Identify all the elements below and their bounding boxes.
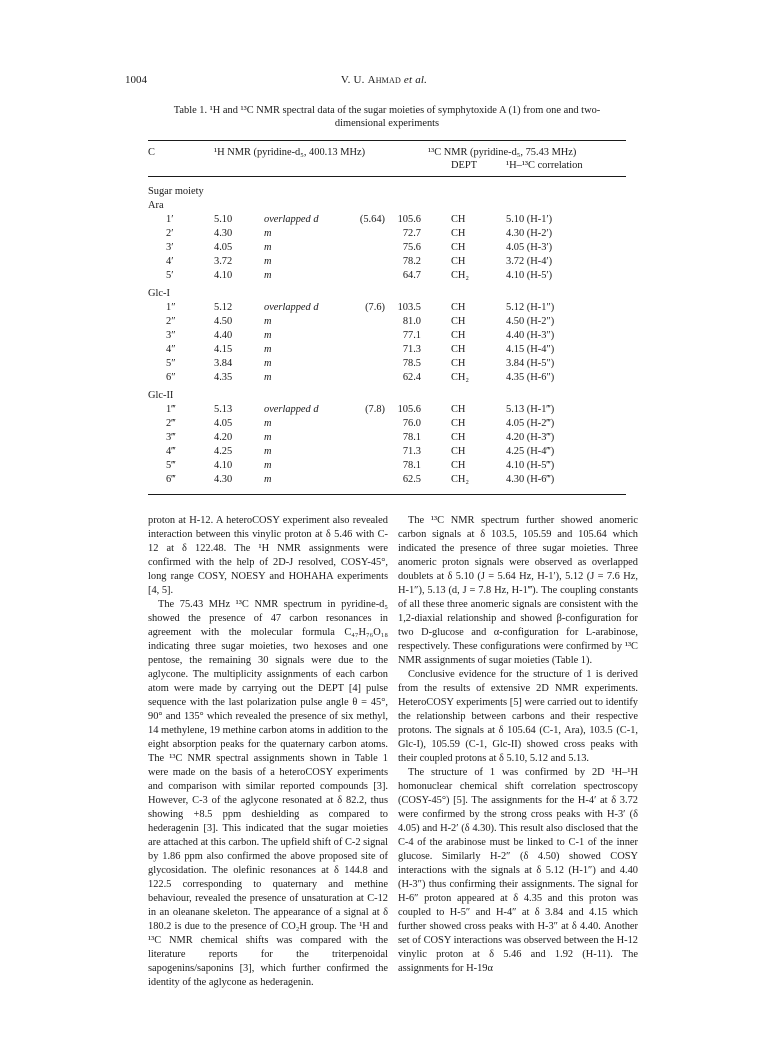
table-row xyxy=(148,316,626,330)
multiplicity-cell: m xyxy=(264,270,272,281)
table-caption-line2: dimensional experiments xyxy=(334,118,440,129)
c-shift-cell: 103.5 xyxy=(397,302,421,313)
h-shift-cell: 3.84 xyxy=(214,358,233,369)
group-label: Glc-II xyxy=(148,390,174,401)
table-row xyxy=(148,358,626,372)
c-shift-cell: 77.1 xyxy=(402,330,421,341)
dept-cell: CH xyxy=(451,432,466,443)
c-shift-cell: 76.0 xyxy=(402,418,421,429)
carbon-cell: 2′ xyxy=(166,228,174,239)
dept-cell: CH₂ xyxy=(451,270,470,281)
group-label-row xyxy=(148,288,626,302)
correlation-cell: 4.30 (H-6‴) xyxy=(506,474,555,485)
table-row xyxy=(148,256,626,270)
c-shift-cell: 78.1 xyxy=(402,460,421,471)
correlation-cell: 4.20 (H-3‴) xyxy=(506,432,555,443)
correlation-cell: 3.72 (H-4′) xyxy=(506,256,553,267)
h-shift-cell: 4.35 xyxy=(214,372,233,383)
table-caption-line1: Table 1. ¹H and ¹³C NMR spectral data of the sugar moieties of symphytoxide A (1) from one and two- xyxy=(173,105,601,116)
h-shift-cell: 5.12 xyxy=(214,302,233,313)
h-shift-cell: 4.10 xyxy=(214,460,233,471)
carbon-cell: 5″ xyxy=(166,358,176,369)
multiplicity-cell: m xyxy=(264,372,272,383)
table-bottom-rule xyxy=(148,494,626,495)
carbon-cell: 2‴ xyxy=(166,418,176,429)
correlation-cell: 3.84 (H-5″) xyxy=(506,358,555,369)
body-column-left xyxy=(148,514,388,990)
h-shift-cell: 4.20 xyxy=(214,432,233,443)
c-shift-cell: 71.3 xyxy=(402,344,421,355)
dept-cell: CH xyxy=(451,256,466,267)
carbon-cell: 5′ xyxy=(166,270,174,281)
table-row xyxy=(148,344,626,358)
c-shift-cell: 78.5 xyxy=(402,358,421,369)
table-row xyxy=(148,404,626,418)
section-label: Sugar moiety xyxy=(148,186,204,197)
c-shift-cell: 62.4 xyxy=(402,372,421,383)
dept-cell: CH xyxy=(451,358,466,369)
table-row xyxy=(148,432,626,446)
carbon-cell: 1″ xyxy=(166,302,176,313)
correlation-cell: 4.30 (H-2′) xyxy=(506,228,553,239)
correlation-cell: 4.05 (H-3′) xyxy=(506,242,553,253)
body-paragraph: Conclusive evidence for the structure of 1 is derived from the results of extensive 2D NMR experiments. HeteroCOSY experiments [5] were carried out to identify the relationship between carbons and their respective protons. The signals at δ 105.64 (C-1, Ara), 103.5 (C-1, Glc-I), 105.59 (C-1, Glc-II) showed cross peaks with their coupled protons at δ 5.10, 5.12 and 5.13. xyxy=(398,669,638,764)
dept-cell: CH xyxy=(451,418,466,429)
correlation-cell: 4.40 (H-3″) xyxy=(506,330,555,341)
carbon-cell: 3′ xyxy=(166,242,174,253)
dept-cell: CH xyxy=(451,214,466,225)
multiplicity-cell: m xyxy=(264,358,272,369)
running-head xyxy=(0,74,768,86)
h-shift-cell: 3.72 xyxy=(214,256,233,267)
carbon-cell: 6″ xyxy=(166,372,176,383)
h-shift-cell: 4.40 xyxy=(214,330,233,341)
c-shift-cell: 71.3 xyxy=(402,446,421,457)
multiplicity-cell: overlapped d xyxy=(264,404,319,415)
group-label-row xyxy=(148,200,626,214)
multiplicity-cell: m xyxy=(264,256,272,267)
dept-cell: CH xyxy=(451,302,466,313)
carbon-cell: 1‴ xyxy=(166,404,176,415)
c-shift-cell: 105.6 xyxy=(397,214,421,225)
table-header-rule xyxy=(148,176,626,177)
page-number: 1004 xyxy=(125,74,147,86)
c-shift-cell: 78.1 xyxy=(402,432,421,443)
h-shift-cell: 4.05 xyxy=(214,242,233,253)
h-shift-cell: 4.25 xyxy=(214,446,233,457)
multiplicity-cell: m xyxy=(264,446,272,457)
multiplicity-cell: m xyxy=(264,474,272,485)
h-shift-cell: 4.50 xyxy=(214,316,233,327)
group-label-row xyxy=(148,390,626,404)
carbon-cell: 2″ xyxy=(166,316,176,327)
multiplicity-cell: m xyxy=(264,242,272,253)
section-label-row xyxy=(148,186,626,200)
body-paragraph: The ¹³C NMR spectrum further showed anomeric carbon signals at δ 103.5, 105.59 and 105.64 which indicated the presence of three sugar moieties. Three anomeric proton signals were observed as overlapped doublets at δ 5.10 (J = 5.64 Hz, H-1′), 5.12 (J = 7.6 Hz, H-1″), 5.13 (d, J = 7.8 Hz, H-1‴). The coupling constants of all these three anomeric signals are consistent with the 1,2-diaxial relationship and showed β-configuration for two D-glucose and α-configuration for L-arabinose, respectively. These configurations were confirmed by ¹³C NMR assignments of sugar moieties (Table 1). xyxy=(398,515,638,666)
correlation-cell: 4.05 (H-2‴) xyxy=(506,418,555,429)
correlation-cell: 4.25 (H-4‴) xyxy=(506,446,555,457)
table-row xyxy=(148,214,626,228)
header-c-nmr: ¹³C NMR (pyridine-d₅, 75.43 MHz) xyxy=(428,147,577,158)
running-head-suffix: et al. xyxy=(400,74,428,86)
table-row xyxy=(148,330,626,344)
h-shift-cell: 4.10 xyxy=(214,270,233,281)
multiplicity-cell: overlapped d xyxy=(264,214,319,225)
dept-cell: CH xyxy=(451,460,466,471)
table-row xyxy=(148,460,626,474)
dept-cell: CH xyxy=(451,344,466,355)
dept-cell: CH₂ xyxy=(451,474,470,485)
c-shift-cell: 72.7 xyxy=(402,228,421,239)
correlation-cell: 5.10 (H-1′) xyxy=(506,214,553,225)
carbon-cell: 1′ xyxy=(166,214,174,225)
dept-cell: CH xyxy=(451,228,466,239)
table-caption xyxy=(148,104,626,130)
carbon-cell: 4′ xyxy=(166,256,174,267)
h-shift-cell: 4.15 xyxy=(214,344,233,355)
dept-cell: CH xyxy=(451,330,466,341)
body-paragraph: The 75.43 MHz ¹³C NMR spectrum in pyridine-d₅ showed the presence of 47 carbon resonances in agreement with the molecular formula C₄₇H₇₆O₁₈ indicating three sugar moieties, two hexoses and one pentose, the remaining 30 signals were due to the aglycone. The multiplicity assignments of each carbon atom were made by carrying out the DEPT [4] pulse sequence with the last polarization pulse angle θ = 45°, 90° and 135° which revealed the presence of six methyl, 14 methylene, 19 methine carbon atoms in addition to the eight absorption peaks for the quaternary carbon atoms. The ¹³C NMR spectral assignments shown in Table 1 were made on the basis of a heteroCOSY experiments and comparison with similar reported compounds [3]. However, C-3 of the aglycone resonated at δ 82.2, thus showing +8.5 ppm deshielding as compared to hederagenin [3]. This indicated that the sugar moieties are attached at this carbon. The upfield shift of C-2 signal by 1.86 ppm also confirmed the above proposed site of glycosidation. The olefinic resonances at δ 144.8 and 122.5 corresponding to quaternary and methine behaviour, revealed the presence of unsaturation at C-12 in an oleanane skeleton. The appearance of a signal at δ 180.2 is due to the presence of CO₂H group. The ¹H and ¹³C NMR chemical shifts was compared with the literature reports for the triterpenoidal sapogenins/saponins [3], which further confirmed the identity of the aglycone as hederagenin. xyxy=(148,599,388,988)
table-row xyxy=(148,228,626,242)
header-c: C xyxy=(148,147,155,158)
c-shift-cell: 105.6 xyxy=(397,404,421,415)
correlation-cell: 4.10 (H-5‴) xyxy=(506,460,555,471)
correlation-cell: 4.15 (H-4″) xyxy=(506,344,555,355)
correlation-cell: 5.13 (H-1‴) xyxy=(506,404,555,415)
c-shift-cell: 62.5 xyxy=(402,474,421,485)
dept-cell: CH xyxy=(451,316,466,327)
coupling-cell: (5.64) xyxy=(359,214,385,225)
body-column-right xyxy=(398,514,638,976)
running-head-prefix: V. U. xyxy=(340,74,368,86)
carbon-cell: 4″ xyxy=(166,344,176,355)
correlation-cell: 4.10 (H-5′) xyxy=(506,270,553,281)
multiplicity-cell: m xyxy=(264,460,272,471)
carbon-cell: 6‴ xyxy=(166,474,176,485)
correlation-cell: 4.50 (H-2″) xyxy=(506,316,555,327)
table-row xyxy=(148,270,626,284)
multiplicity-cell: m xyxy=(264,316,272,327)
group-label: Glc-I xyxy=(148,288,170,299)
table-row xyxy=(148,372,626,386)
correlation-cell: 4.35 (H-6″) xyxy=(506,372,555,383)
table-row xyxy=(148,302,626,316)
body-paragraph: proton at H-12. A heteroCOSY experiment also revealed interaction between this vinylic proton at δ 5.46 with C-12 at δ 122.48. The ¹H NMR assignments were confirmed with the help of 2D-J resolved, COSY-45°, long range COSY, NOESY and HOHAHA experiments [4, 5]. xyxy=(148,515,388,596)
body-paragraph: The structure of 1 was confirmed by 2D ¹H–¹H homonuclear chemical shift correlation spectroscopy (COSY-45°) [5]. The assignments for the H-4′ at δ 3.72 were confirmed by the strong cross peaks with H-3′ (δ 4.05) and H-2′ (δ 4.30). This result also disclosed that the C-4 of the arabinose must be linked to C-1 of the inner glucose. Similarly H-2″ (δ 4.50) showed COSY interactions with the signals at δ 5.12 (H-1″) and 4.40 (H-3″) thus confirming their assignments. The signal for H-6″ proton appeared at δ 4.35 and this proton was coupled to H-5″ and H-4″ at δ 3.84 and 4.15 which further showed cross peaks with H-3″ at δ 4.40. Another set of COSY interactions was observed between the H-12 vinylic proton at δ 5.46 and 1.92 (H-11). The assignments for H-19α xyxy=(398,767,638,974)
h-shift-cell: 4.30 xyxy=(214,474,233,485)
table-row xyxy=(148,242,626,256)
table-row xyxy=(148,418,626,432)
multiplicity-cell: m xyxy=(264,344,272,355)
carbon-cell: 3″ xyxy=(166,330,176,341)
dept-cell: CH xyxy=(451,242,466,253)
c-shift-cell: 81.0 xyxy=(402,316,421,327)
carbon-cell: 3‴ xyxy=(166,432,176,443)
header-h-nmr: ¹H NMR (pyridine-d₅, 400.13 MHz) xyxy=(214,147,366,158)
table-row xyxy=(148,446,626,460)
carbon-cell: 4‴ xyxy=(166,446,176,457)
dept-cell: CH xyxy=(451,404,466,415)
running-head-author: Ahmad xyxy=(367,74,401,86)
carbon-cell: 5‴ xyxy=(166,460,176,471)
c-shift-cell: 64.7 xyxy=(402,270,421,281)
h-shift-cell: 4.05 xyxy=(214,418,233,429)
dept-cell: CH xyxy=(451,446,466,457)
header-correlation: ¹H–¹³C correlation xyxy=(506,160,583,171)
correlation-cell: 5.12 (H-1″) xyxy=(506,302,555,313)
coupling-cell: (7.8) xyxy=(365,404,385,415)
c-shift-cell: 78.2 xyxy=(402,256,421,267)
group-label: Ara xyxy=(148,200,164,211)
dept-cell: CH₂ xyxy=(451,372,470,383)
multiplicity-cell: overlapped d xyxy=(264,302,319,313)
multiplicity-cell: m xyxy=(264,418,272,429)
table-row xyxy=(148,474,626,488)
h-shift-cell: 5.13 xyxy=(214,404,233,415)
h-shift-cell: 4.30 xyxy=(214,228,233,239)
c-shift-cell: 75.6 xyxy=(402,242,421,253)
multiplicity-cell: m xyxy=(264,330,272,341)
coupling-cell: (7.6) xyxy=(365,302,385,313)
table-top-rule xyxy=(148,140,626,141)
multiplicity-cell: m xyxy=(264,228,272,239)
header-dept: DEPT xyxy=(451,160,477,171)
multiplicity-cell: m xyxy=(264,432,272,443)
h-shift-cell: 5.10 xyxy=(214,214,233,225)
